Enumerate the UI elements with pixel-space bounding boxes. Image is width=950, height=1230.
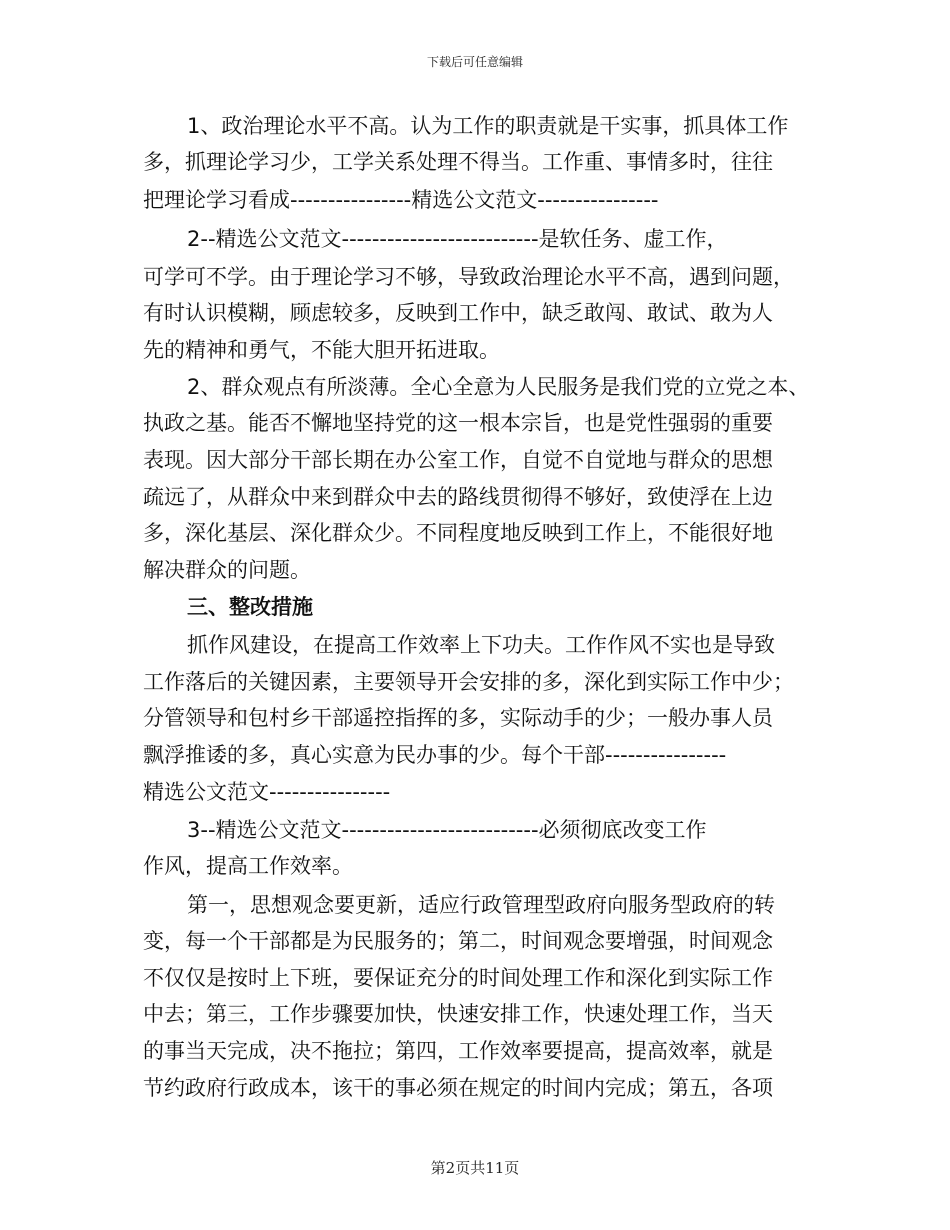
body-line: 多，深化基层、深化群众少。不同程度地反映到工作上，不能很好地 bbox=[143, 521, 773, 545]
body-line: 2--精选公文范文--------------------------是软任务、虚工作， bbox=[187, 227, 728, 251]
body-line: 有时认识模糊，顾虑较多，反映到工作中，缺乏敢闯、敢试、敢为人 bbox=[143, 301, 773, 325]
body-line: 作风，提高工作效率。 bbox=[143, 854, 353, 878]
body-line: 飘浮推诿的多，真心实意为民办事的少。每个干部---------------- bbox=[143, 743, 727, 767]
body-line: 中去；第三，工作步骤要加快，快速安排工作，快速处理工作，当天 bbox=[143, 1002, 773, 1026]
body-line: 把理论学习看成----------------精选公文范文---------------- bbox=[143, 188, 659, 212]
body-line: 分管领导和包村乡干部遥控指挥的多，实际动手的少；一般办事人员 bbox=[143, 706, 773, 730]
body-line: 抓作风建设，在提高工作效率上下功夫。工作作风不实也是导致 bbox=[187, 633, 775, 657]
page-footer: 第2页共11页 bbox=[430, 1159, 520, 1177]
body-line: 的事当天完成，决不拖拉；第四，工作效率要提高，提高效率，就是 bbox=[143, 1039, 773, 1063]
body-line: 解决群众的问题。 bbox=[143, 558, 311, 582]
body-line: 2、群众观点有所淡薄。全心全意为人民服务是我们党的立党之本、 bbox=[187, 375, 810, 399]
body-line: 多，抓理论学习少，工学关系处理不得当。工作重、事情多时，往往 bbox=[143, 150, 773, 174]
section-heading: 三、整改措施 bbox=[187, 595, 313, 619]
body-line: 工作落后的关键因素，主要领导开会安排的多，深化到实际工作中少； bbox=[143, 670, 794, 694]
body-line: 先的精神和勇气，不能大胆开拓进取。 bbox=[143, 338, 500, 362]
body-line: 1、政治理论水平不高。认为工作的职责就是干实事，抓具体工作 bbox=[187, 114, 789, 138]
body-line: 疏远了，从群众中来到群众中去的路线贯彻得不够好，致使浮在上边 bbox=[143, 485, 773, 509]
body-line: 可学可不学。由于理论学习不够，导致政治理论水平不高，遇到问题， bbox=[143, 265, 794, 289]
page-header: 下载后可任意编辑 bbox=[426, 55, 523, 69]
body-line: 变，每一个干部都是为民服务的；第二，时间观念要增强，时间观念 bbox=[143, 929, 773, 953]
body-line: 不仅仅是按时上下班，要保证充分的时间处理工作和深化到实际工作 bbox=[143, 966, 773, 990]
body-line: 表现。因大部分干部长期在办公室工作，自觉不自觉地与群众的思想 bbox=[143, 448, 773, 472]
body-line: 3--精选公文范文--------------------------必须彻底改变工作 bbox=[187, 818, 707, 842]
body-line: 节约政府行政成本，该干的事必须在规定的时间内完成；第五，各项 bbox=[143, 1076, 773, 1100]
body-line: 第一，思想观念要更新，适应行政管理型政府向服务型政府的转 bbox=[187, 893, 775, 917]
body-line: 精选公文范文---------------- bbox=[143, 780, 391, 804]
body-line: 执政之基。能否不懈地坚持党的这一根本宗旨，也是党性强弱的重要 bbox=[143, 411, 773, 435]
